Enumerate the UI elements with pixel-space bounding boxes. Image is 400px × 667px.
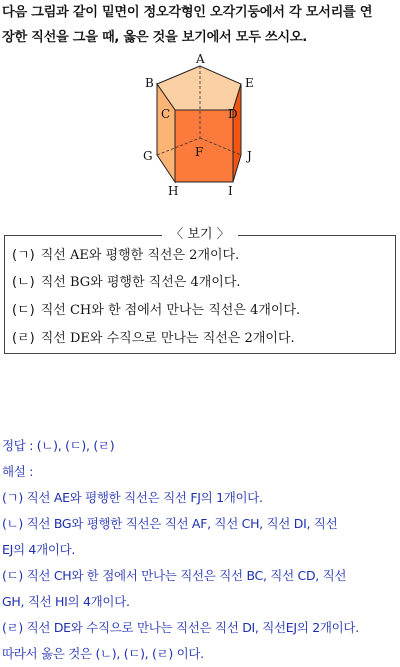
explanation-heading: 해설 : — [2, 464, 34, 479]
statement-1: (ㄱ) 직선 AE와 평행한 직선은 2개이다. — [12, 248, 240, 263]
label-j: J — [247, 149, 252, 163]
question-line-2: 장한 직선을 그을 때, 옳은 것을 보기에서 모두 쓰시오. — [2, 30, 307, 45]
bogi-box — [4, 226, 396, 353]
statement-2: (ㄴ) 직선 BG와 평행한 직선은 4개이다. — [12, 275, 241, 290]
explanation-line-7: 따라서 옳은 것은 (ㄴ), (ㄷ), (ㄹ) 이다. — [2, 646, 204, 661]
label-c: C — [161, 107, 171, 121]
question-text — [2, 0, 398, 50]
explanation-line-2: (ㄴ) 직선 BG와 평행한 직선은 직선 AF, 직선 CH, 직선 DI, 직선 — [2, 516, 338, 531]
answer-section — [2, 433, 398, 667]
label-a: A — [196, 52, 205, 66]
label-h: H — [168, 184, 179, 198]
label-f: F — [195, 145, 204, 159]
explanation-line-1: (ㄱ) 직선 AE와 평행한 직선은 직선 FJ의 1개이다. — [2, 490, 263, 505]
explanation-line-3: EJ의 4개이다. — [2, 542, 76, 557]
explanation-line-5: GH, 직선 HI의 4개이다. — [2, 594, 130, 609]
pentagonal-prism-figure — [130, 52, 270, 198]
label-g: G — [143, 149, 153, 163]
front-face — [175, 110, 233, 182]
bogi-title: 〈 보기 〉 — [4, 226, 396, 244]
question-line-1: 다음 그림과 같이 밑면이 정오각형인 오각기둥에서 각 모서리를 연 — [2, 5, 373, 20]
answer-line: 정답 : (ㄴ), (ㄷ), (ㄹ) — [2, 438, 115, 453]
explanation-line-4: (ㄷ) 직선 CH와 한 점에서 만나는 직선은 직선 BC, 직선 CD, 직선 — [2, 568, 347, 583]
prism-svg — [130, 52, 270, 198]
statement-4: (ㄹ) 직선 DE와 수직으로 만나는 직선은 2개이다. — [12, 331, 295, 346]
statement-3: (ㄷ) 직선 CH와 한 점에서 만나는 직선은 4개이다. — [12, 303, 301, 318]
explanation-line-6: (ㄹ) 직선 DE와 수직으로 만나는 직선은 직선 DI, 직선EJ의 2개이다. — [2, 620, 359, 635]
label-b: B — [145, 76, 154, 90]
label-e: E — [245, 76, 254, 90]
label-i: I — [228, 184, 233, 198]
label-d: D — [228, 107, 238, 121]
